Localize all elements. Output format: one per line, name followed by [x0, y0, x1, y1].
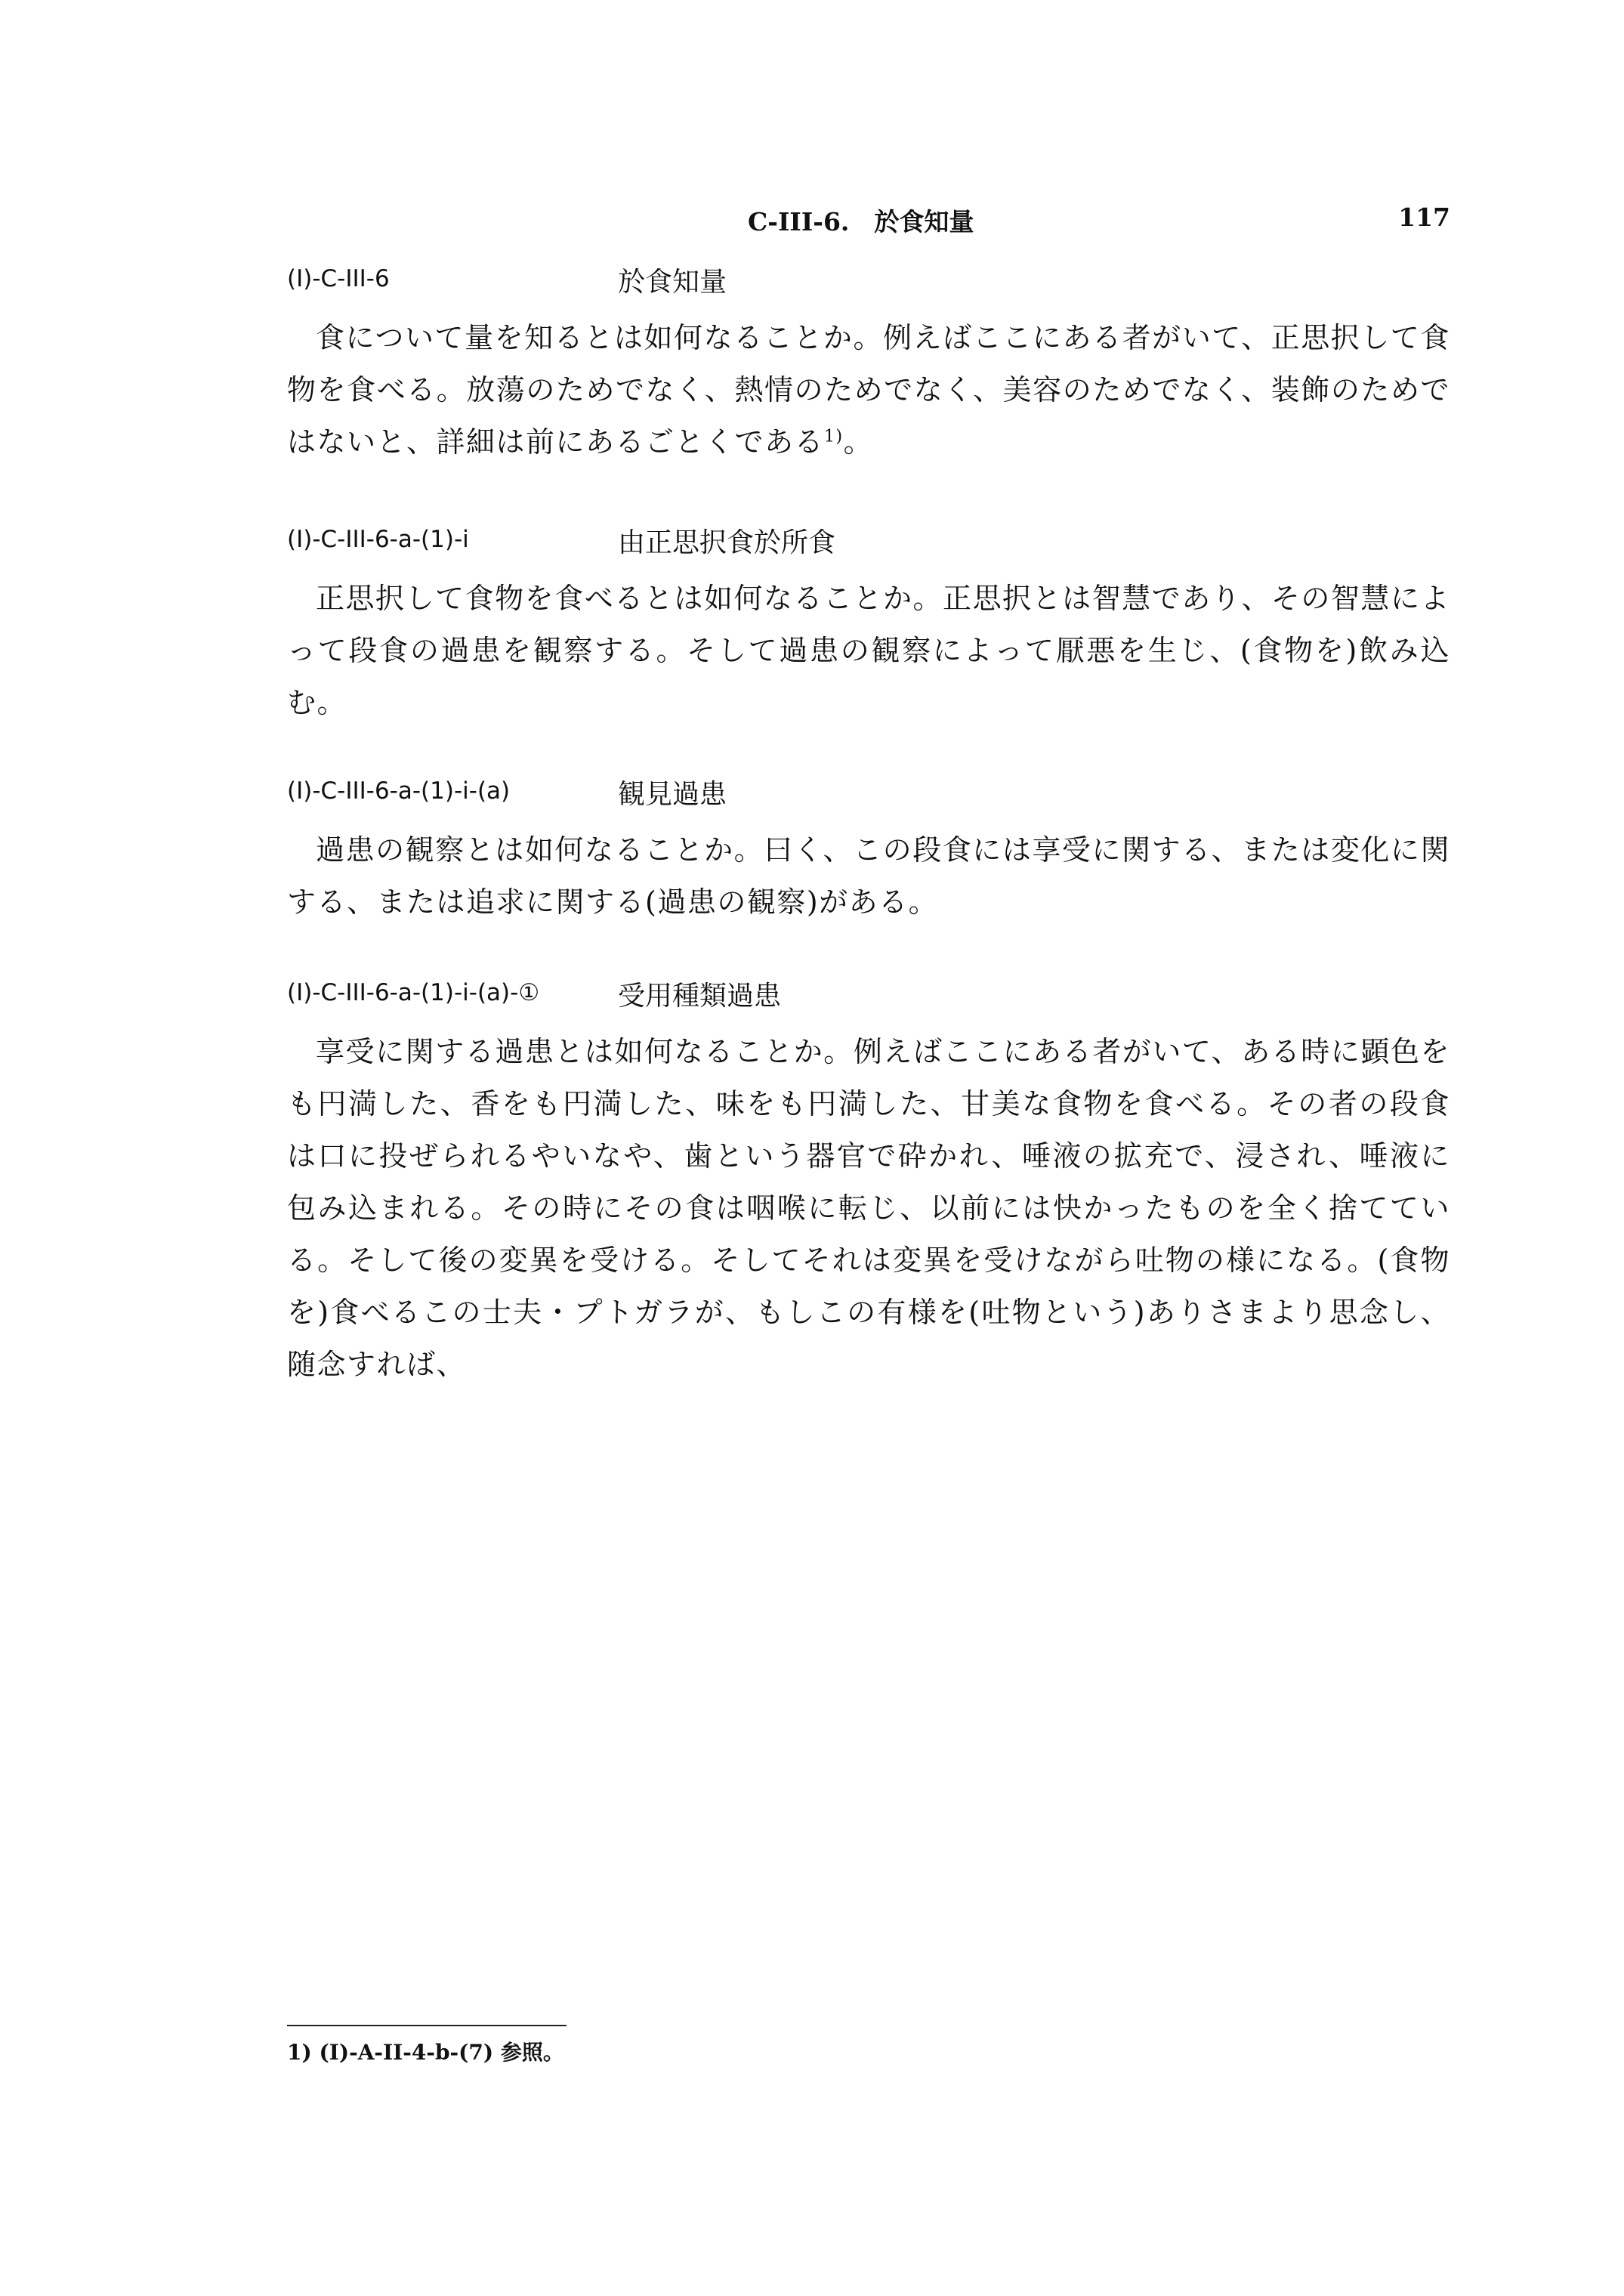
- section-1: [287, 261, 1450, 468]
- body-text: 食について量を知るとは如何なることか。例えばここにある者がいて、正思択して食物を食べる。放蕩のためでなく、熱情のためでなく、美容のためでなく、装飾のためではないと、詳細は前にあるごとくである: [287, 321, 1450, 459]
- section-title: 観見過患: [618, 779, 727, 810]
- running-head-title: C-III-6. 於食知量: [748, 207, 974, 236]
- section-body: [287, 312, 1450, 468]
- section-body: 享受に関する過患とは如何なることか。例えばここにある者がいて、ある時に顕色をも円満した、香をも円満した、味をも円満した、甘美な食物を食べる。その者の段食は口に投ぜられるやいなや、歯という器官で砕かれ、唾液の拡充で、浸され、唾液に包み込まれる。その時にその食は咽喉に転じ、以前には快かったものを全く捨てている。そして後の変異を受ける。そしてそれは変異を受けながら吐物の様になる。(食物を)食べるこの士夫・プトガラが、もしこの有様を(吐物という)ありさまより思念し、随念すれば、: [287, 1035, 1450, 1381]
- footnote-divider: [287, 2025, 567, 2026]
- section-body: 過患の観察とは如何なることか。曰く、この段食には享受に関する、または変化に関する、または追求に関する(過患の観察)がある。: [287, 833, 1450, 919]
- section-code: (I)-C-III-6-a-(1)-i-(a)-①: [287, 979, 540, 1006]
- section-heading: [287, 521, 1450, 565]
- section-title: 受用種類過患: [618, 981, 782, 1012]
- page-number: 117: [1398, 202, 1450, 232]
- section-4: [287, 975, 1450, 1391]
- section-title: 由正思択食於所食: [618, 527, 836, 558]
- section-title: 於食知量: [618, 267, 727, 298]
- section-heading: [287, 773, 1450, 817]
- section-heading: [287, 261, 1450, 304]
- footnote: 1) (I)-A-II-4-b-(7) 参照。: [287, 2040, 564, 2065]
- running-head: [287, 202, 1450, 240]
- section-2: [287, 521, 1450, 729]
- section-3: [287, 773, 1450, 929]
- body-text-end: 。: [843, 425, 874, 459]
- footnote-ref: 1): [824, 427, 844, 447]
- section-body: 正思択して食物を食べるとは如何なることか。正思択とは智慧であり、その智慧によって段食の過患を観察する。そして過患の観察によって厭悪を生じ、(食物を)飲み込む。: [287, 582, 1450, 719]
- section-code: (I)-C-III-6: [287, 265, 390, 292]
- section-code: (I)-C-III-6-a-(1)-i-(a): [287, 777, 511, 805]
- section-code: (I)-C-III-6-a-(1)-i: [287, 526, 469, 553]
- section-heading: [287, 975, 1450, 1018]
